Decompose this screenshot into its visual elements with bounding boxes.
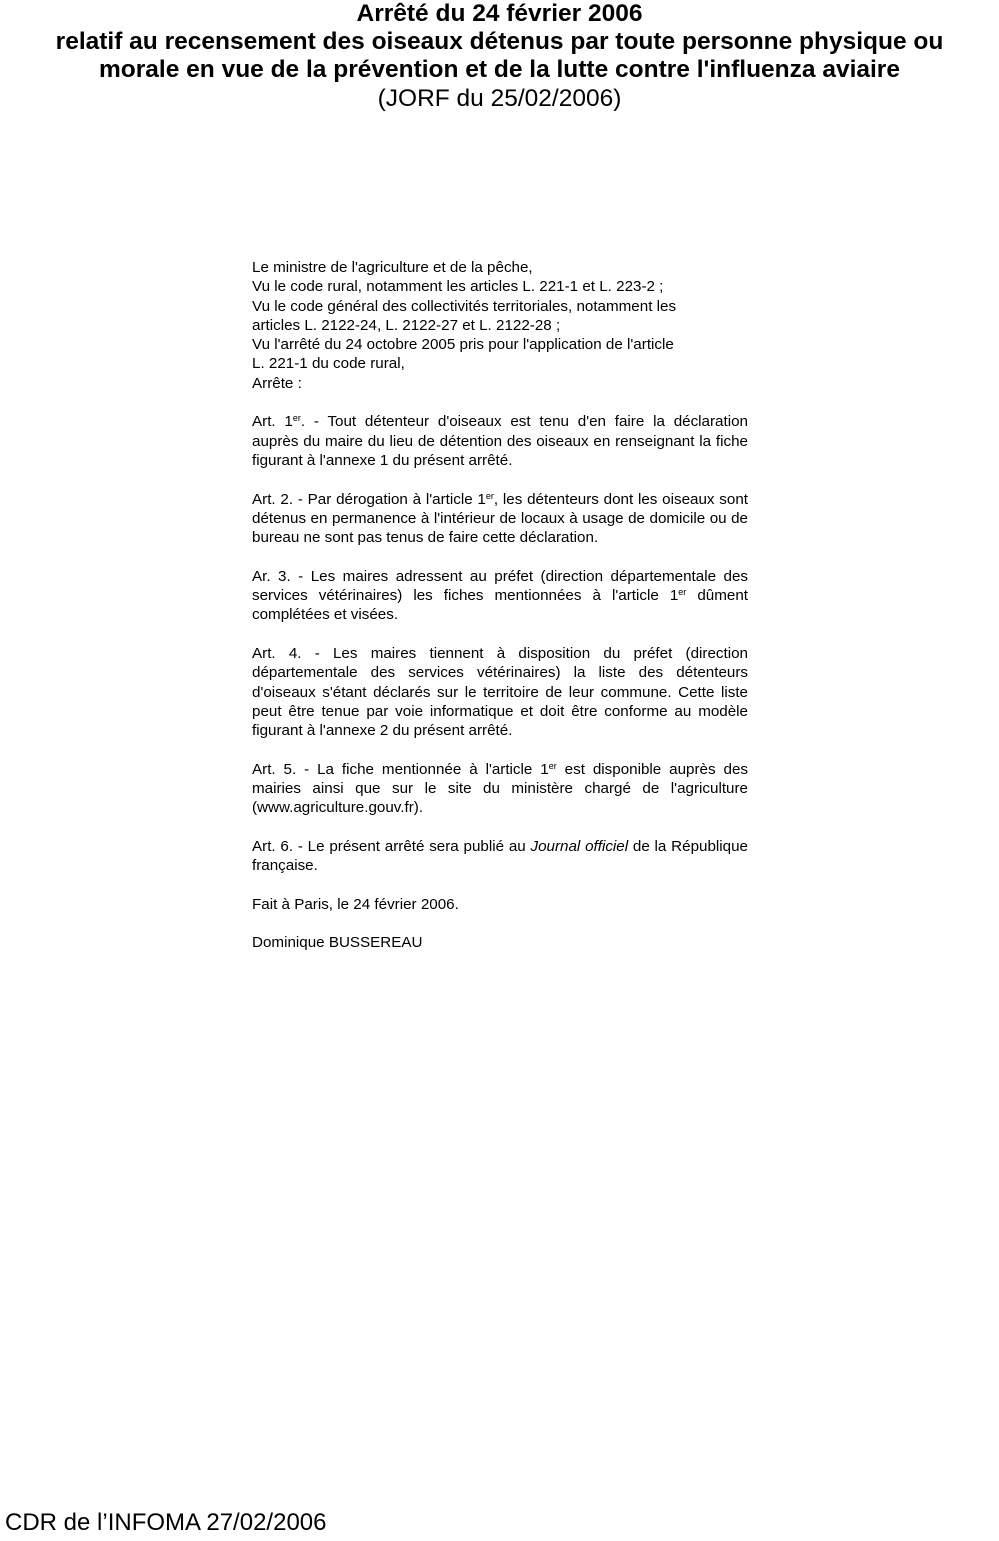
article-3-superscript: er xyxy=(678,587,687,598)
preamble-line: Vu le code rural, notamment les articles L. 221-1 et L. 223-2 ; xyxy=(252,278,664,296)
article-2-superscript: er xyxy=(485,490,494,501)
preamble-line: Vu le code général des collectivités territoriales, notamment les xyxy=(252,297,677,315)
article-3-text: dûment complétées et visées. xyxy=(252,587,748,624)
preamble-line: L. 221-1 du code rural, xyxy=(252,355,405,373)
article-4-text: Art. 4. - Les maires tiennent à disposition du préfet (direction départementale des services vétérinaires) la liste des détenteurs d'oiseaux s'étant déclarés sur le territoire de leur commune. Cette liste peut être tenue par voie informatique et doit être conforme au modèle figurant à l'annexe 2 du présent arrêté. xyxy=(252,644,748,740)
article-3-prefix: Ar. 3. - Les maires adressent au préfet (direction départementale des services vétérinaires) les fiches mentionnées à l'article 1 xyxy=(252,567,748,605)
article-3 xyxy=(252,567,748,625)
article-1-superscript: er xyxy=(292,413,301,424)
page-title: Arrêté du 24 février 2006 xyxy=(356,0,643,27)
article-2 xyxy=(252,490,748,548)
article-5-superscript: er xyxy=(548,760,557,771)
page-subtitle-line-1: relatif au recensement des oiseaux détenus par toute personne physique ou xyxy=(55,28,944,55)
article-5-prefix: Art. 5. - La fiche mentionnée à l'article 1 xyxy=(252,760,549,778)
footer-source: CDR de l’INFOMA 27/02/2006 xyxy=(5,1509,327,1536)
journal-officiel-italic: Journal officiel xyxy=(530,837,629,855)
article-1 xyxy=(252,412,748,470)
article-6-text: de la République française. xyxy=(252,837,748,875)
document-body xyxy=(252,258,748,953)
signatory: Dominique BUSSEREAU xyxy=(252,934,423,952)
article-2-text: , les détenteurs dont les oiseaux sont détenus en permanence à l'intérieur de locaux à usage de domicile ou de bureau ne sont pas tenus de faire cette déclaration. xyxy=(252,490,749,547)
article-1-prefix: Art. 1 xyxy=(252,413,293,431)
preamble-line: Vu l'arrêté du 24 octobre 2005 pris pour l'application de l'article xyxy=(252,336,674,354)
preamble-line: Le ministre de l'agriculture et de la pêche, xyxy=(252,259,533,276)
article-4 xyxy=(252,644,748,740)
publication-source: (JORF du 25/02/2006) xyxy=(377,85,622,112)
article-1-text: . - Tout détenteur d'oiseaux est tenu d'en faire la déclaration auprès du maire du lieu de détention des oiseaux en renseignant la fiche figurant à l'annexe 1 du présent arrêté. xyxy=(252,413,748,469)
preamble-decree: Arrête : xyxy=(252,374,302,392)
preamble-line: articles L. 2122-24, L. 2122-27 et L. 2122-28 ; xyxy=(252,316,561,334)
article-2-prefix: Art. 2. - Par dérogation à l'article 1 xyxy=(252,490,486,508)
page-subtitle-line-2: morale en vue de la prévention et de la lutte contre l'influenza aviaire xyxy=(99,56,900,83)
document-header xyxy=(0,0,999,114)
article-6 xyxy=(252,837,748,876)
article-5-text: est disponible auprès des mairies ainsi que sur le site du ministère chargé de l'agriculture (www.agriculture.gouv.fr). xyxy=(252,760,748,817)
article-6-prefix: Art. 6. - Le présent arrêté sera publié au xyxy=(252,837,531,855)
preamble xyxy=(252,258,748,393)
article-5 xyxy=(252,760,748,818)
place-and-date: Fait à Paris, le 24 février 2006. xyxy=(252,895,459,913)
